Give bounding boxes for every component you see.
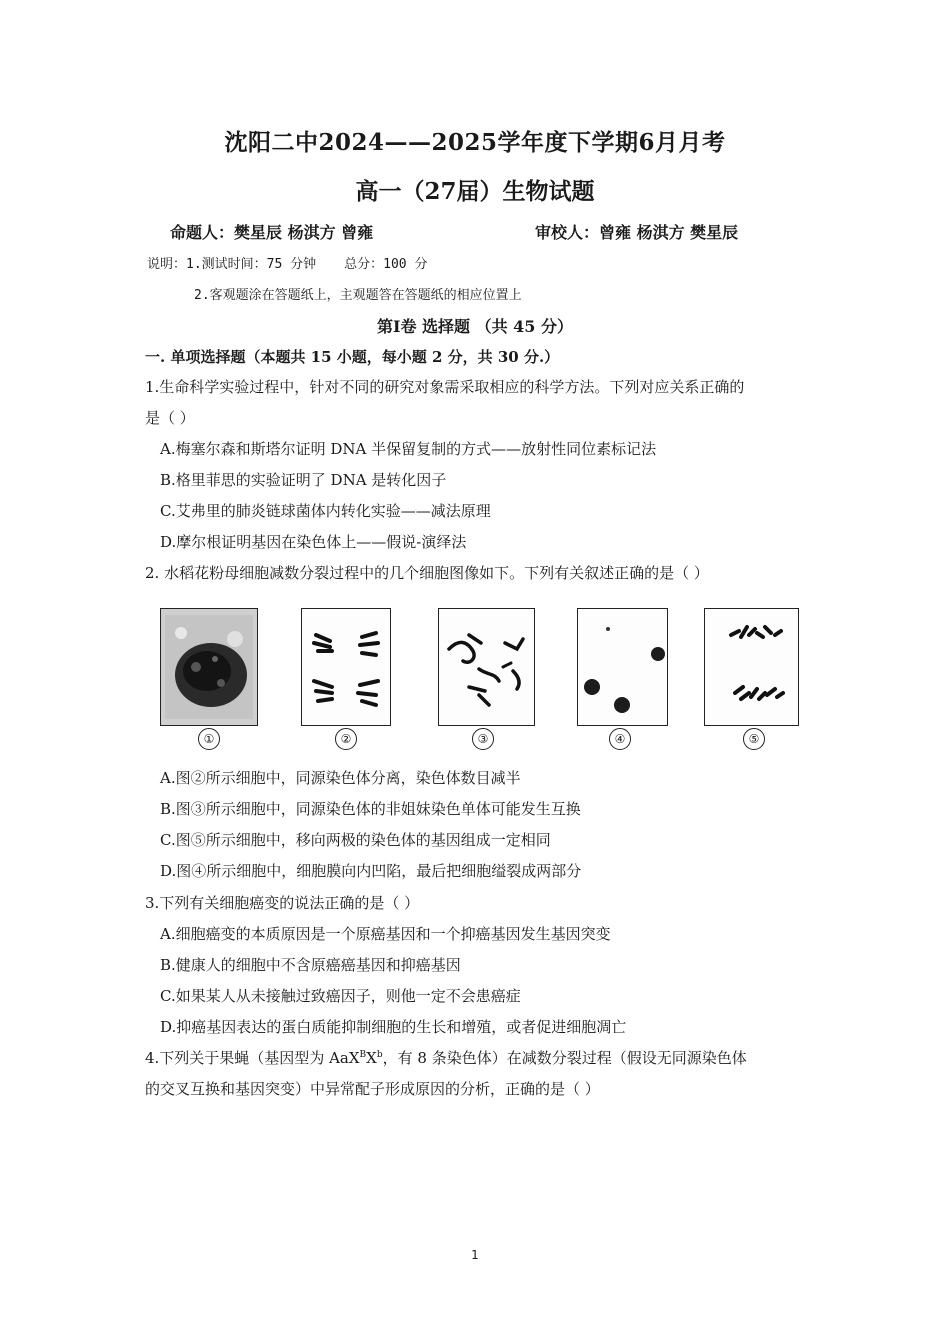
q2-option-c: C.图⑤所示细胞中，移向两极的染色体的基因组成一定相同 bbox=[160, 831, 551, 849]
q4-stem-x: X bbox=[366, 1049, 377, 1067]
cell-3-drawing bbox=[439, 609, 534, 725]
authors: 命题人：樊星辰 杨淇方 曾雍 bbox=[170, 223, 374, 242]
q3-option-d: D.抑癌基因表达的蛋白质能抑制细胞的生长和增殖，或者促进细胞凋亡 bbox=[160, 1018, 627, 1036]
q4-stem-prefix: 4.下列关于果蝇（基因型为 AaX bbox=[145, 1049, 360, 1067]
page-number: 1 bbox=[471, 1248, 479, 1262]
q1-option-d: D.摩尔根证明基因在染色体上——假说-演绎法 bbox=[160, 533, 467, 551]
cell-2-drawing bbox=[302, 609, 390, 725]
q1-stem-line1: 1.生命科学实验过程中，针对不同的研究对象需采取相应的科学方法。下列对应关系正确的 bbox=[145, 378, 745, 396]
q4-stem-line2: 的交叉互换和基因突变）中异常配子形成原因的分析，正确的是（ ） bbox=[145, 1080, 600, 1098]
figure-label-2: ② bbox=[335, 728, 357, 750]
q3-stem: 3.下列有关细胞癌变的说法正确的是（ ） bbox=[145, 894, 420, 912]
q2-option-a: A.图②所示细胞中，同源染色体分离，染色体数目减半 bbox=[160, 769, 521, 787]
cell-image-5 bbox=[704, 608, 799, 726]
q4-stem-line1 bbox=[145, 1047, 747, 1068]
section-title: 第Ⅰ卷 选择题 （共 45 分） bbox=[376, 317, 574, 336]
total-score: 总分：100 分 bbox=[344, 257, 428, 272]
figure-label-4: ④ bbox=[609, 728, 631, 750]
cell-image-3 bbox=[438, 608, 535, 726]
part-title: 一. 单项选择题（本题共 15 小题，每小题 2 分，共 30 分.） bbox=[145, 348, 560, 366]
reviewers: 审校人：曾雍 杨淇方 樊星辰 bbox=[535, 223, 739, 242]
figure-label-3: ③ bbox=[472, 728, 494, 750]
q3-option-a: A.细胞癌变的本质原因是一个原癌基因和一个抑癌基因发生基因突变 bbox=[160, 925, 611, 943]
q1-stem-line2: 是（ ） bbox=[145, 409, 195, 427]
cell-5-drawing bbox=[705, 609, 798, 725]
test-time: 说明：1.测试时间：75 分钟 bbox=[147, 257, 317, 272]
cell-4-drawing bbox=[578, 609, 667, 725]
cell-image-4 bbox=[577, 608, 668, 726]
figure-label-1: ① bbox=[198, 728, 220, 750]
q1-option-c: C.艾弗里的肺炎链球菌体内转化实验——减法原理 bbox=[160, 502, 491, 520]
q2-option-d: D.图④所示细胞中，细胞膜向内凹陷，最后把细胞缢裂成两部分 bbox=[160, 862, 582, 880]
figure-label-5: ⑤ bbox=[743, 728, 765, 750]
cell-image-1 bbox=[160, 608, 258, 726]
cell-image-2 bbox=[301, 608, 391, 726]
q3-option-c: C.如果某人从未接触过致癌因子，则他一定不会患癌症 bbox=[160, 987, 521, 1005]
cell-1-drawing bbox=[161, 609, 257, 725]
instructions-line-1 bbox=[147, 253, 427, 272]
instructions-line-2: 2.客观题涂在答题纸上，主观题答在答题纸的相应位置上 bbox=[194, 288, 522, 303]
exam-subtitle: 高一（27届）生物试题 bbox=[355, 178, 595, 205]
q1-option-b: B.格里菲思的实验证明了 DNA 是转化因子 bbox=[160, 471, 447, 489]
q1-option-a: A.梅塞尔森和斯塔尔证明 DNA 半保留复制的方式——放射性同位素标记法 bbox=[160, 440, 657, 458]
q3-option-b: B.健康人的细胞中不含原癌癌基因和抑癌基因 bbox=[160, 956, 461, 974]
q2-option-b: B.图③所示细胞中，同源染色体的非姐妹染色单体可能发生互换 bbox=[160, 800, 581, 818]
q4-superscript-b-lower: b bbox=[376, 1050, 383, 1060]
q2-stem: 2. 水稻花粉母细胞减数分裂过程中的几个细胞图像如下。下列有关叙述正确的是（ ） bbox=[145, 564, 709, 582]
exam-title: 沈阳二中2024——2025学年度下学期6月月考 bbox=[224, 129, 726, 156]
q4-stem-suffix: ，有 8 条染色体）在减数分裂过程（假设无同源染色体 bbox=[382, 1049, 747, 1067]
q4-superscript-b-upper: B bbox=[359, 1050, 367, 1060]
